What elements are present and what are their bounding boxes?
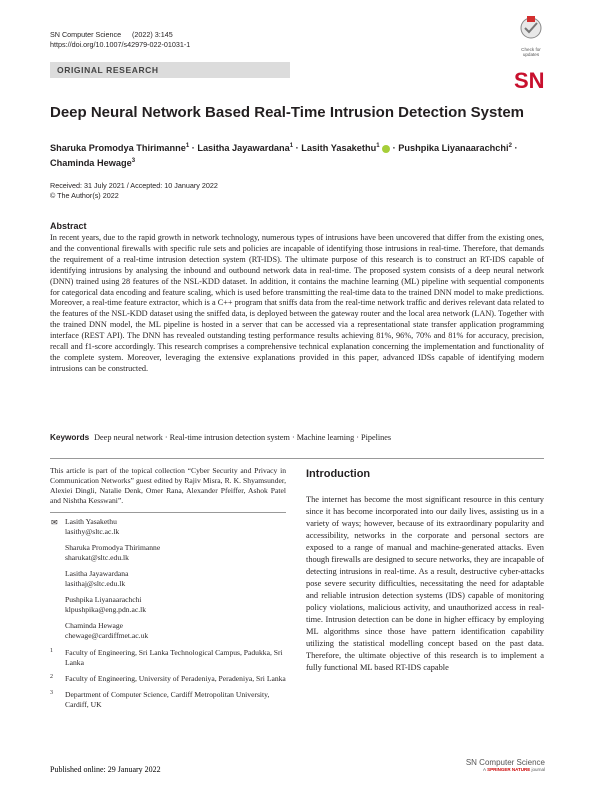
author-name[interactable]: Lasitha Jayawardana	[197, 143, 290, 154]
author-aff: 1	[185, 143, 190, 149]
author-aff: 3	[131, 158, 136, 165]
affiliation-item	[50, 674, 286, 684]
check-for-updates-badge[interactable]	[516, 16, 546, 57]
author-aff: 1	[376, 143, 380, 149]
keywords	[50, 433, 391, 442]
author-sep: ·	[390, 143, 399, 154]
sn-logo-text: SN	[514, 68, 545, 93]
sn-logo-icon	[510, 64, 548, 94]
contact-name: Lasitha Jayawardana	[65, 569, 129, 578]
abstract-heading: Abstract	[50, 221, 87, 231]
envelope-icon: ✉	[51, 518, 58, 527]
contact-name: Pushpika Liyanaarachchi	[65, 595, 142, 604]
author-sep: ·	[511, 143, 518, 154]
contact-item	[51, 517, 285, 537]
affiliation-number: 1	[50, 648, 53, 654]
author-name[interactable]: Lasith Yasakethu	[301, 143, 377, 154]
contact-email[interactable]: chewage@cardiffmet.ac.uk	[65, 631, 149, 640]
orcid-icon[interactable]	[382, 145, 390, 153]
affiliation-number: 3	[50, 690, 53, 696]
doi-link[interactable]: https://doi.org/10.1007/s42979-022-01031-1	[50, 40, 191, 49]
badge-label: Check for updates	[521, 47, 541, 57]
keywords-text: Deep neural network · Real-time intrusion detection system · Machine learning · Pipelines	[94, 433, 392, 442]
sn-logo	[510, 64, 548, 94]
contact-item	[65, 543, 285, 563]
author-name[interactable]: Chaminda Hewage	[50, 158, 132, 169]
affiliation-text: Faculty of Engineering, University of Peradeniya, Peradeniya, Sri Lanka	[65, 674, 286, 683]
author-name[interactable]: Sharuka Promodya Thirimanne	[50, 143, 186, 154]
author-name[interactable]: Pushpika Liyanaarachchi	[398, 143, 509, 154]
contact-email[interactable]: klpushpika@eng.pdn.ac.lk	[65, 605, 147, 614]
footer-journal: SN Computer Science	[465, 758, 545, 767]
affiliation-item	[50, 690, 286, 710]
article-type-bar	[50, 62, 290, 78]
contact-email[interactable]: lasithy@sltc.ac.lk	[65, 527, 120, 536]
article-title: Deep Neural Network Based Real-Time Intrusion Detection System	[50, 104, 525, 121]
contact-email[interactable]: lasithaj@sltc.edu.lk	[65, 579, 126, 588]
journal-issue: (2022) 3:145	[132, 30, 173, 39]
contact-item	[65, 569, 285, 589]
contact-list	[51, 517, 285, 647]
author-aff: 2	[508, 143, 512, 149]
journal-name: SN Computer Science	[50, 30, 122, 39]
footer-suffix: journal	[530, 767, 545, 772]
journal-header	[50, 30, 190, 50]
affiliation-list	[50, 648, 286, 716]
affiliation-text: Department of Computer Science, Cardiff Metropolitan University, Cardiff, UK	[65, 690, 270, 709]
author-list	[50, 140, 520, 170]
affiliation-item	[50, 648, 286, 668]
introduction-heading: Introduction	[306, 468, 371, 480]
copyright: © The Author(s) 2022	[50, 191, 119, 200]
author-sep: ·	[293, 143, 302, 154]
collection-note: This article is part of the topical collection “Cyber Security and Privacy in Communication Networks” guest edited by Rajiv Misra, R. K. Shyamsunder, Alexiei Dingli, Natalie Denk, Omer Rana, Alexander Pfeiffer, Ashok Patel and Nishtha Kesswani”.	[50, 466, 286, 505]
crossmark-icon	[516, 16, 546, 42]
article-type: ORIGINAL RESEARCH	[57, 65, 159, 75]
affiliation-text: Faculty of Engineering, Sri Lanka Technological Campus, Padukka, Sri Lanka	[65, 648, 283, 667]
keywords-label: Keywords	[50, 433, 90, 442]
article-dates	[50, 181, 218, 201]
divider	[50, 512, 286, 513]
journal-footer	[452, 758, 545, 772]
contact-name: Sharuka Promodya Thirimanne	[65, 543, 161, 552]
author-aff: 1	[289, 143, 294, 149]
abstract-text: In recent years, due to the rapid growth in network technology, numerous types of intrusions have been uncovered that differ from the existing ones, and the conventional firewalls with specific rule sets and policies are incapable of identifying those intrusions in real-time. Therefore, that demands the requirement of a real-time intrusion detection system (RT-IDS). The ultimate purpose of this research is to construct an RT-IDS capable of identifying intrusions by analysing the inbound and outbound network data in real-time. The proposed system consists of a deep neural network (DNN) trained using 28 features of the NSL-KDD dataset. In addition, it contains the machine learning (ML) pipeline with sequential components for categorical data encoding and feature scaling, which is used before transmitting the real-time data to the trained DNN model to make predictions. Moreover, a real-time feature extractor, which is a C++ program that sniffs data from the real-time network traffic and derives relevant data related to the features of the NSL-KDD dataset using the sniffed data, is deployed between the gateway router and the local area network (LAN). Together with the trained DNN model, the ML pipeline is hosted in a server that can be accessed via a representational state transfer application programming interface (REST API). The DNN has revealed outstanding testing performance results achieving 81%, 96%, 70% and 81% for accuracy, precision, recall and f1-score accordingly. This research comprises a comprehensive technical explanation concerning the implementation and functionality of the complete system. Moreover, leveraging the extensive explanations provided in this paper, advanced IDSs capable of identifying modern intrusions can be constructed.	[50, 233, 544, 373]
contact-name: Chaminda Hewage	[65, 621, 123, 630]
author-sep: ·	[189, 143, 198, 154]
contact-email[interactable]: sharukat@sltc.edu.lk	[65, 553, 129, 562]
footer-publisher: SPRINGER NATURE	[487, 767, 531, 772]
affiliation-number: 2	[50, 674, 53, 680]
divider	[50, 458, 544, 459]
contact-item	[65, 621, 285, 641]
received-accepted: Received: 31 July 2021 / Accepted: 10 January 2022	[50, 181, 218, 190]
introduction-text: The internet has become the most significant resource in this century since it has become incorporated into our daily lives, assisting us in a variety of ways; however, because of its extraordinary popularity and accessibility, networks in the corporate and personal sectors are exposed to a range of manual and machine-generated attacks. Even though firewalls are designed to secure networks, they are incapable of detecting intrusions in real-time. As a result, destructive cyber-attacks pose severe security difficulties, necessitating the need for adaptable and reliable intrusion detection systems (IDS) capable of monitoring policy violations, malicious activity, and unauthorized access in real-time. Intrusion detection can be done in higher efficacy by employing ML algorithms since those have pattern identification capability utilizing the statistical modelling concept based on the past data. Therefore, the ultimate objective of this research is to implement a fully functional ML based RT-IDS capable	[306, 495, 544, 672]
footer-prefix: A	[483, 767, 488, 772]
published-date: Published online: 29 January 2022	[50, 765, 161, 774]
contact-item	[65, 595, 285, 615]
contact-name: Lasith Yasakethu	[65, 517, 117, 526]
